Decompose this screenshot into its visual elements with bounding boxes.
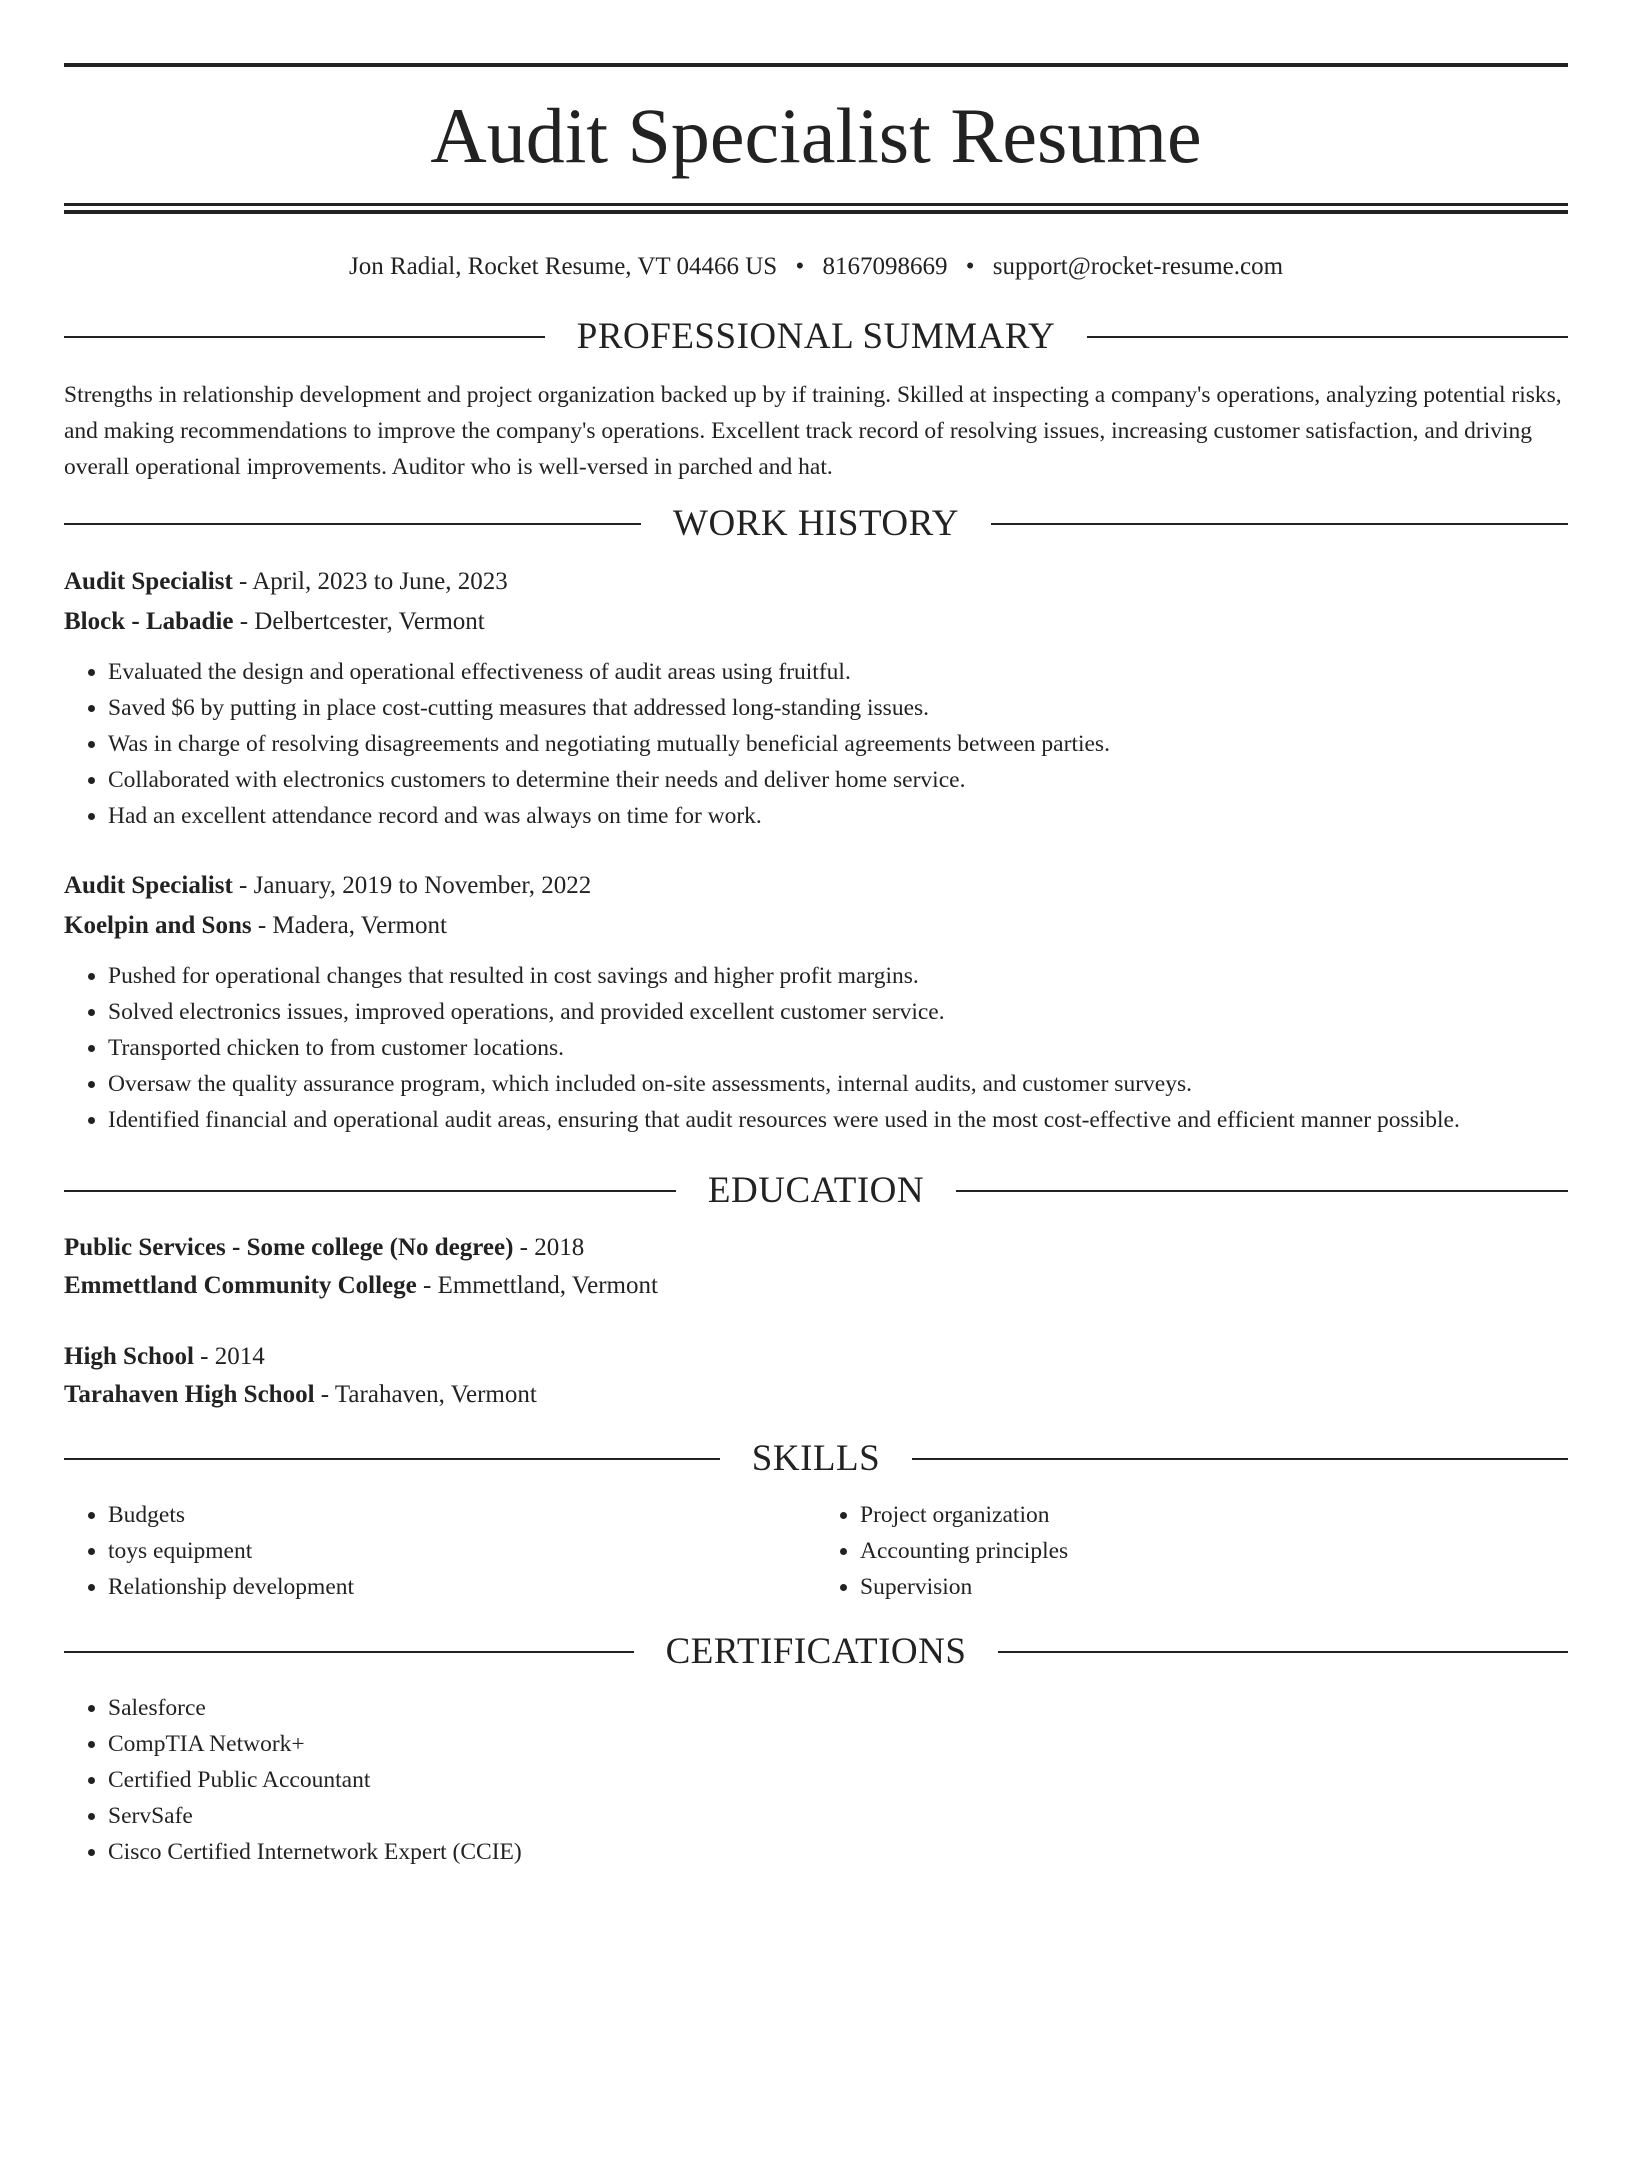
education-entry <box>64 1338 1568 1414</box>
job-entry <box>64 866 1568 1138</box>
job-company-line <box>64 602 1568 642</box>
section-title: CERTIFICATIONS <box>665 1631 967 1672</box>
heading-rule <box>64 1458 720 1460</box>
title-double-rule <box>64 203 1568 214</box>
resume-page <box>0 63 1632 2175</box>
job-company-line <box>64 906 1568 946</box>
section-title: PROFESSIONAL SUMMARY <box>576 316 1056 357</box>
job-title-line <box>64 866 1568 906</box>
section-title: EDUCATION <box>707 1170 925 1211</box>
education-school-line <box>64 1267 1568 1305</box>
section-title: SKILLS <box>751 1438 881 1479</box>
list-item: • Cisco Certified Internetwork Expert (CCIE) <box>108 1834 1568 1870</box>
heading-rule <box>912 1458 1568 1460</box>
education-degree: High School <box>64 1343 194 1370</box>
list-item: • Project organization <box>860 1497 1568 1533</box>
heading-rule <box>64 523 641 525</box>
job-entry <box>64 562 1568 834</box>
list-item: • Budgets <box>108 1497 816 1533</box>
list-item: • Supervision <box>860 1569 1568 1605</box>
list-item: • Identified financial and operational audit areas, ensuring that audit resources were used in the most cost-effective and efficient manner possible. <box>108 1102 1568 1138</box>
section-title: WORK HISTORY <box>673 503 959 544</box>
heading-rule <box>956 1190 1568 1192</box>
section-heading-skills <box>64 1440 1568 1477</box>
education-school: Emmettland Community College <box>64 1272 417 1299</box>
list-item: • Evaluated the design and operational effectiveness of audit areas using fruitful. <box>108 654 1568 690</box>
job-dates: - January, 2019 to November, 2022 <box>232 872 592 899</box>
list-item: • Was in charge of resolving disagreements and negotiating mutually beneficial agreements between parties. <box>108 726 1568 762</box>
job-bullets <box>64 958 1568 1138</box>
education-location: - Tarahaven, Vermont <box>314 1381 537 1408</box>
education-year: - 2018 <box>513 1234 585 1261</box>
summary-paragraph: Strengths in relationship development and project organization backed up by if training. Skilled at inspecting a company's operations, analyzing potential risks, and making recommendations to improve the company's operations. Excellent track record of resolving issues, increasing customer satisfaction, and driving overall operational improvements. Auditor who is well-versed in parched and hat. <box>64 382 1562 480</box>
job-dates: - April, 2023 to June, 2023 <box>232 568 508 595</box>
resume-title: Audit Specialist Resume <box>430 92 1202 179</box>
list-item: • Pushed for operational changes that resulted in cost savings and higher profit margins. <box>108 958 1568 994</box>
list-item: • Certified Public Accountant <box>108 1762 1568 1798</box>
skills-grid <box>64 1497 1568 1605</box>
heading-rule <box>64 1190 676 1192</box>
section-heading-certifications <box>64 1633 1568 1670</box>
contact-email[interactable]: support@rocket-resume.com <box>992 253 1284 280</box>
contact-separator: • <box>795 253 805 280</box>
contact-line <box>64 250 1568 284</box>
list-item: • ServSafe <box>108 1798 1568 1834</box>
list-item: • Collaborated with electronics customers to determine their needs and deliver home service. <box>108 762 1568 798</box>
section-heading-summary <box>64 318 1568 355</box>
skills-column-left <box>64 1497 816 1605</box>
education-degree-line <box>64 1229 1568 1267</box>
contact-phone: 8167098669 <box>822 253 948 280</box>
job-title: Audit Specialist <box>64 568 233 595</box>
education-degree: Public Services - Some college (No degree) <box>64 1234 514 1261</box>
list-item: • toys equipment <box>108 1533 816 1569</box>
heading-rule <box>998 1651 1568 1653</box>
list-item: • Salesforce <box>108 1690 1568 1726</box>
education-school: Tarahaven High School <box>64 1381 315 1408</box>
section-heading-education <box>64 1172 1568 1209</box>
contact-address: Jon Radial, Rocket Resume, VT 04466 US <box>348 253 778 280</box>
job-title-line <box>64 562 1568 602</box>
top-rule <box>64 63 1568 67</box>
list-item: • Oversaw the quality assurance program, which included on-site assessments, internal audits, and customer surveys. <box>108 1066 1568 1102</box>
list-item: • Relationship development <box>108 1569 816 1605</box>
certifications-list <box>64 1690 1568 1870</box>
job-company: Block - Labadie <box>64 608 234 635</box>
job-location: - Delbertcester, Vermont <box>233 608 485 635</box>
heading-rule <box>64 1651 634 1653</box>
job-title: Audit Specialist <box>64 872 233 899</box>
education-entry <box>64 1229 1568 1305</box>
contact-separator: • <box>965 253 975 280</box>
education-degree-line <box>64 1338 1568 1376</box>
section-heading-work <box>64 505 1568 542</box>
education-school-line <box>64 1376 1568 1414</box>
education-location: - Emmettland, Vermont <box>416 1272 658 1299</box>
heading-rule <box>991 523 1568 525</box>
skills-column-right <box>816 1497 1568 1605</box>
education-year: - 2014 <box>193 1343 265 1370</box>
list-item: • Solved electronics issues, improved operations, and provided excellent customer service. <box>108 994 1568 1030</box>
job-company: Koelpin and Sons <box>64 912 252 939</box>
list-item: • Had an excellent attendance record and was always on time for work. <box>108 798 1568 834</box>
list-item: • Transported chicken to from customer locations. <box>108 1030 1568 1066</box>
job-location: - Madera, Vermont <box>251 912 447 939</box>
job-bullets <box>64 654 1568 834</box>
list-item: • Saved $6 by putting in place cost-cutting measures that addressed long-standing issues. <box>108 690 1568 726</box>
heading-rule <box>1087 336 1568 338</box>
heading-rule <box>64 336 545 338</box>
list-item: • Accounting principles <box>860 1533 1568 1569</box>
list-item: • CompTIA Network+ <box>108 1726 1568 1762</box>
